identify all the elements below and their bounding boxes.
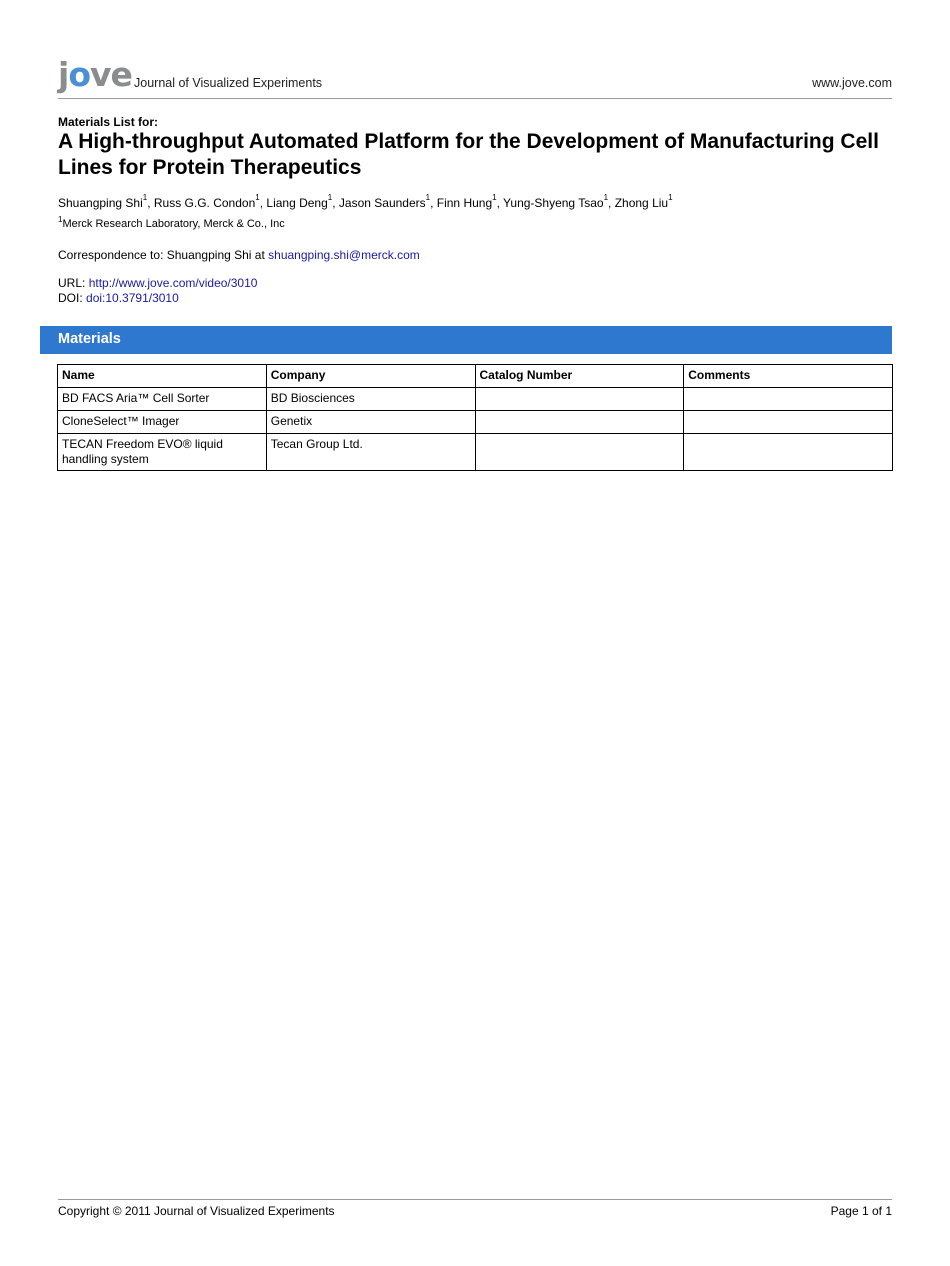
cell-name: BD FACS Aria™ Cell Sorter (58, 388, 267, 411)
copyright: Copyright © 2011 Journal of Visualized Experiments (58, 1204, 335, 1218)
cell-catalog-number (475, 434, 684, 471)
site-url[interactable]: www.jove.com (812, 76, 892, 90)
materials-table (57, 364, 893, 471)
cell-catalog-number (475, 411, 684, 434)
page-header (58, 55, 892, 99)
correspondence: Correspondence to: Shuangping Shi at shuangping.shi@merck.com (58, 248, 420, 262)
affiliation: $^1$Merck Research Laboratory, Merck & Co., Inc (58, 215, 285, 230)
author: Finn Hung$^1$, (436, 193, 504, 210)
column-header-comments: Comments (684, 365, 893, 388)
cell-catalog-number (475, 388, 684, 411)
author: Shuangping Shi$^1$, (58, 193, 154, 210)
author: Zhong Liu$^1$ (614, 193, 673, 210)
video-url-link[interactable]: http://www.jove.com/video/3010 (88, 276, 258, 290)
email-link[interactable]: shuangping.shi@merck.com (268, 248, 420, 262)
column-header-name: Name (58, 365, 267, 388)
column-header-company: Company (266, 365, 475, 388)
cell-company: BD Biosciences (266, 388, 475, 411)
cell-comments (684, 434, 893, 471)
doi-link[interactable]: doi:10.3791/3010 (86, 291, 179, 305)
table-row (58, 388, 893, 411)
cell-name: TECAN Freedom EVO® liquid handling system (58, 434, 267, 471)
doi-line: DOI: doi:10.3791/3010 (58, 291, 179, 305)
page-number: Page 1 of 1 (830, 1204, 892, 1218)
table-header-row (58, 365, 893, 388)
url-line: URL: http://www.jove.com/video/3010 (58, 276, 258, 290)
journal-name: Journal of Visualized Experiments (134, 76, 323, 90)
cell-comments (684, 411, 893, 434)
cell-comments (684, 388, 893, 411)
table-row (58, 434, 893, 471)
table-row (58, 411, 893, 434)
section-title: Materials (58, 331, 121, 347)
materials-list-label: Materials List for: (58, 115, 159, 129)
cell-company: Genetix (266, 411, 475, 434)
page-footer (58, 1199, 892, 1220)
article-title: A High-throughput Automated Platform for the Development of Manufacturing Cell Lines for Protein Therapeutics (58, 130, 879, 179)
jove-logo[interactable]: jove (58, 55, 132, 94)
author: Jason Saunders$^1$, (338, 193, 437, 210)
column-header-catalog-number: Catalog Number (475, 365, 684, 388)
author-list (58, 193, 673, 210)
author: Liang Deng$^1$, (266, 193, 339, 210)
materials-section-header (40, 326, 892, 354)
author: Russ G.G. Condon$^1$, (153, 193, 267, 210)
author: Yung-Shyeng Tsao$^1$, (503, 193, 615, 210)
cell-company: Tecan Group Ltd. (266, 434, 475, 471)
cell-name: CloneSelect™ Imager (58, 411, 267, 434)
